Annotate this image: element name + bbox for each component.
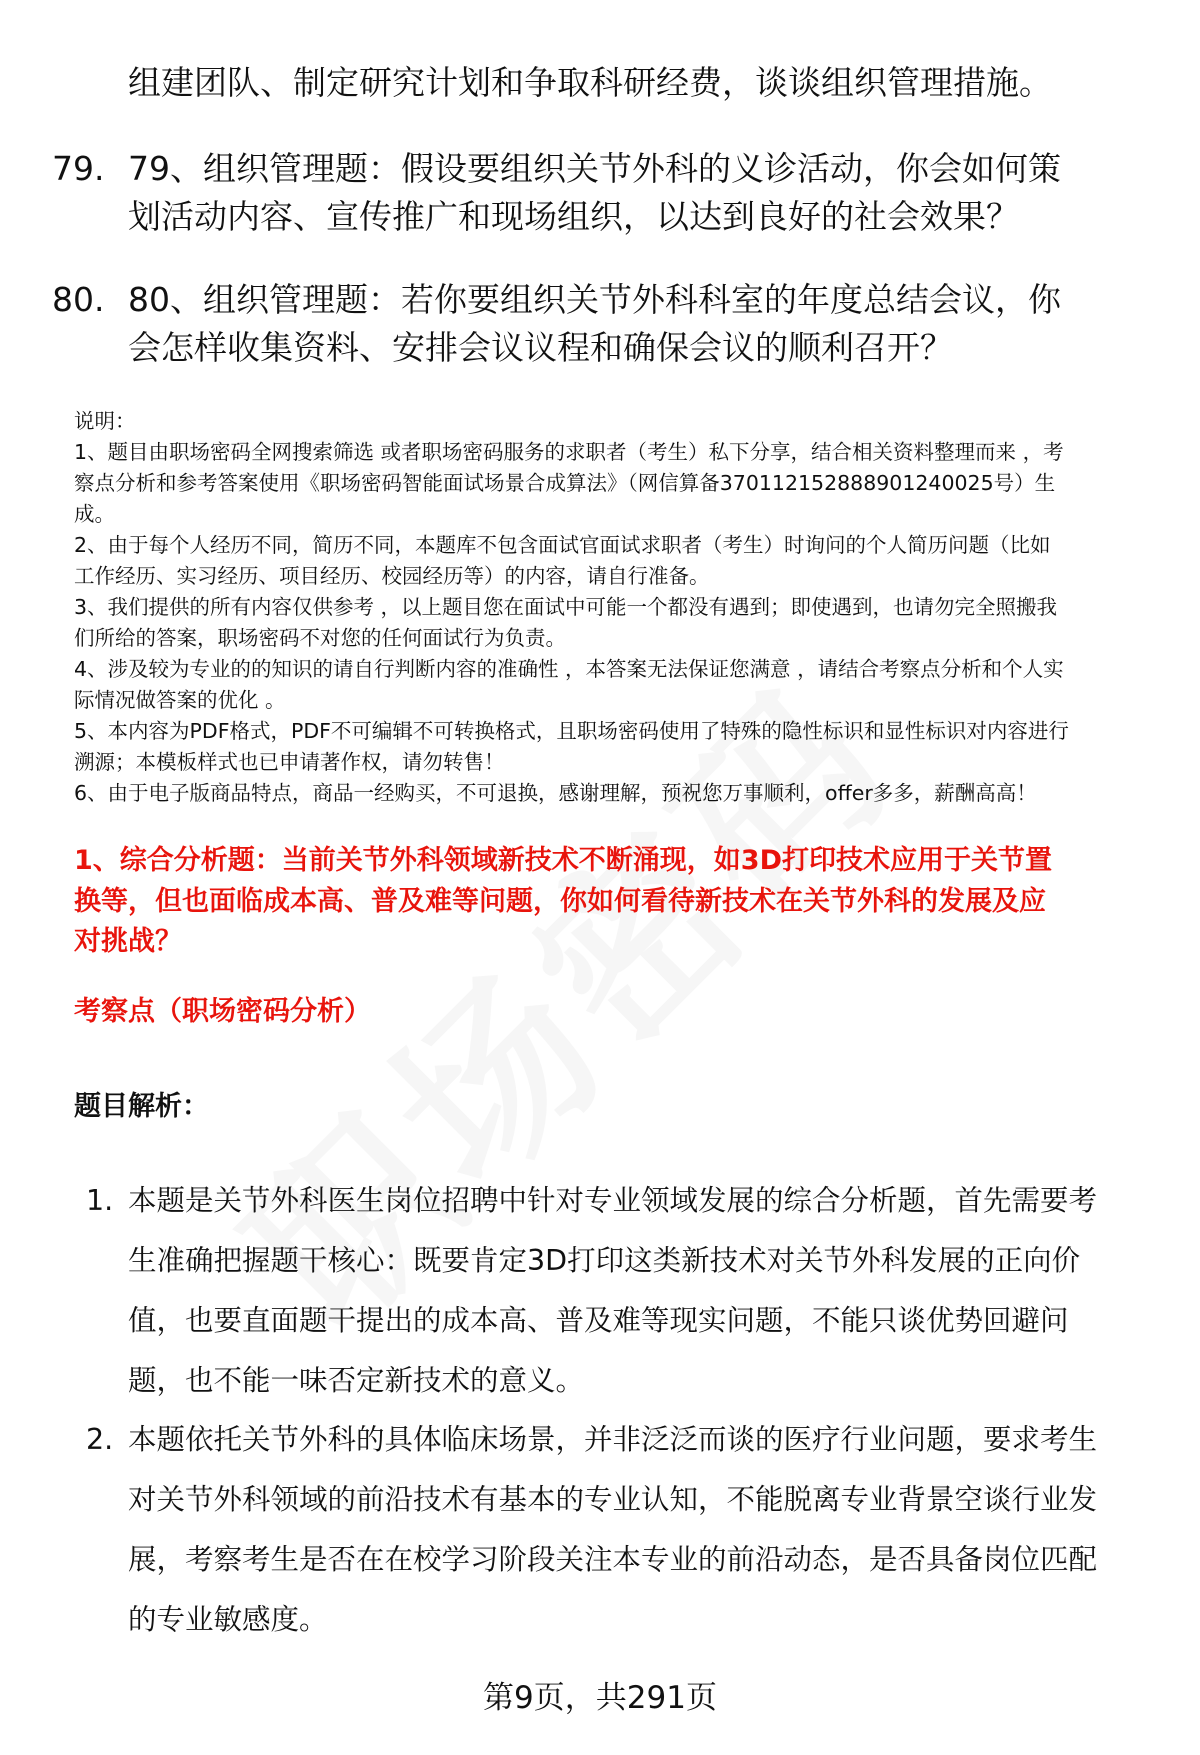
list-text: 本题是关节外科医生岗位招聘中针对专业领域发展的综合分析题，首先需要考 (128, 1184, 1098, 1217)
question-title-line: 1、综合分析题：当前关节外科领域新技术不断涌现，如3D打印技术应用于关节置 (74, 845, 1052, 876)
question-title-line: 换等，但也面临成本高、普及难等问题，你如何看待新技术在关节外科的发展及应 (74, 885, 1046, 917)
list-text: 值，也要直面题干提出的成本高、普及难等现实问题，不能只谈优势回避问 (128, 1304, 1069, 1337)
analysis-heading: 题目解析： (74, 1091, 209, 1122)
page-footer: 第9页，共291页 (483, 1680, 717, 1716)
notes-section (74, 406, 1164, 809)
question-number: 79. (52, 149, 105, 188)
question-title (74, 841, 1154, 963)
list-text: 题，也不能一味否定新技术的意义。 (128, 1364, 585, 1397)
notes-line: 6、由于电子版商品特点，商品一经购买，不可退换，感谢理解，预祝您万事顺利，offer多多，薪酬高高！ (74, 781, 1037, 805)
question-text: 会怎样收集资料、安排会议议程和确保会议的顺利召开？ (128, 328, 953, 367)
notes-line: 们所给的答案，职场密码不对您的任何面试行为负责。 (74, 626, 566, 650)
notes-line: 5、本内容为PDF格式，PDF不可编辑不可转换格式，且职场密码使用了特殊的隐性标识和显性标识对内容进行 (74, 719, 1069, 743)
list-text: 对关节外科领域的前沿技术有基本的专业认知，不能脱离专业背景空谈行业发 (128, 1483, 1098, 1516)
notes-line: 工作经历、实习经历、项目经历、校园经历等）的内容，请自行准备。 (74, 564, 710, 588)
notes-line: 际情况做答案的优化 。 (74, 688, 286, 712)
list-text: 展，考察考生是否在在校学习阶段关注本专业的前沿动态，是否具备岗位匹配 (128, 1543, 1098, 1576)
exam-point-heading: 考察点（职场密码分析） (74, 996, 371, 1027)
question-text: 组建团队、制定研究计划和争取科研经费，谈谈组织管理措施。 (128, 63, 1052, 102)
list-number: 1. (86, 1184, 114, 1217)
notes-line: 成。 (74, 502, 115, 526)
question-text: 80、组织管理题：若你要组织关节外科科室的年度总结会议，你 (128, 280, 1061, 319)
notes-line: 察点分析和参考答案使用《职场密码智能面试场景合成算法》（网信算备370112152888901240025号）生 (74, 471, 1056, 495)
question-title-line: 对挑战？ (74, 926, 182, 957)
list-text: 的专业敏感度。 (128, 1603, 328, 1636)
question-number: 80. (52, 280, 105, 319)
notes-line: 4、涉及较为专业的的知识的请自行判断内容的准确性 ，本答案无法保证您满意 ，请结合考察点分析和个人实 (74, 657, 1064, 681)
notes-line: 溯源；本模板样式也已申请著作权，请勿转售！ (74, 750, 505, 774)
list-text: 生准确把握题干核心：既要肯定3D打印这类新技术对关节外科发展的正向价 (128, 1244, 1081, 1277)
notes-line: 说明： (74, 409, 136, 433)
notes-line: 2、由于每个人经历不同，简历不同，本题库不包含面试官面试求职者（考生）时询问的个人简历问题（比如 (74, 533, 1051, 557)
list-text: 本题依托关节外科的具体临床场景，并非泛泛而谈的医疗行业问题，要求考生 (128, 1423, 1098, 1456)
question-text: 79、组织管理题：假设要组织关节外科的义诊活动，你会如何策 (128, 149, 1061, 188)
notes-line: 1、题目由职场密码全网搜索筛选 或者职场密码服务的求职者（考生）私下分享，结合相关资料整理而来 ，考 (74, 440, 1064, 464)
notes-line: 3、我们提供的所有内容仅供参考 ，以上题目您在面试中可能一个都没有遇到；即使遇到，也请勿完全照搬我 (74, 595, 1058, 619)
list-number: 2. (86, 1423, 114, 1456)
question-text: 划活动内容、宣传推广和现场组织，以达到良好的社会效果？ (128, 197, 1019, 236)
